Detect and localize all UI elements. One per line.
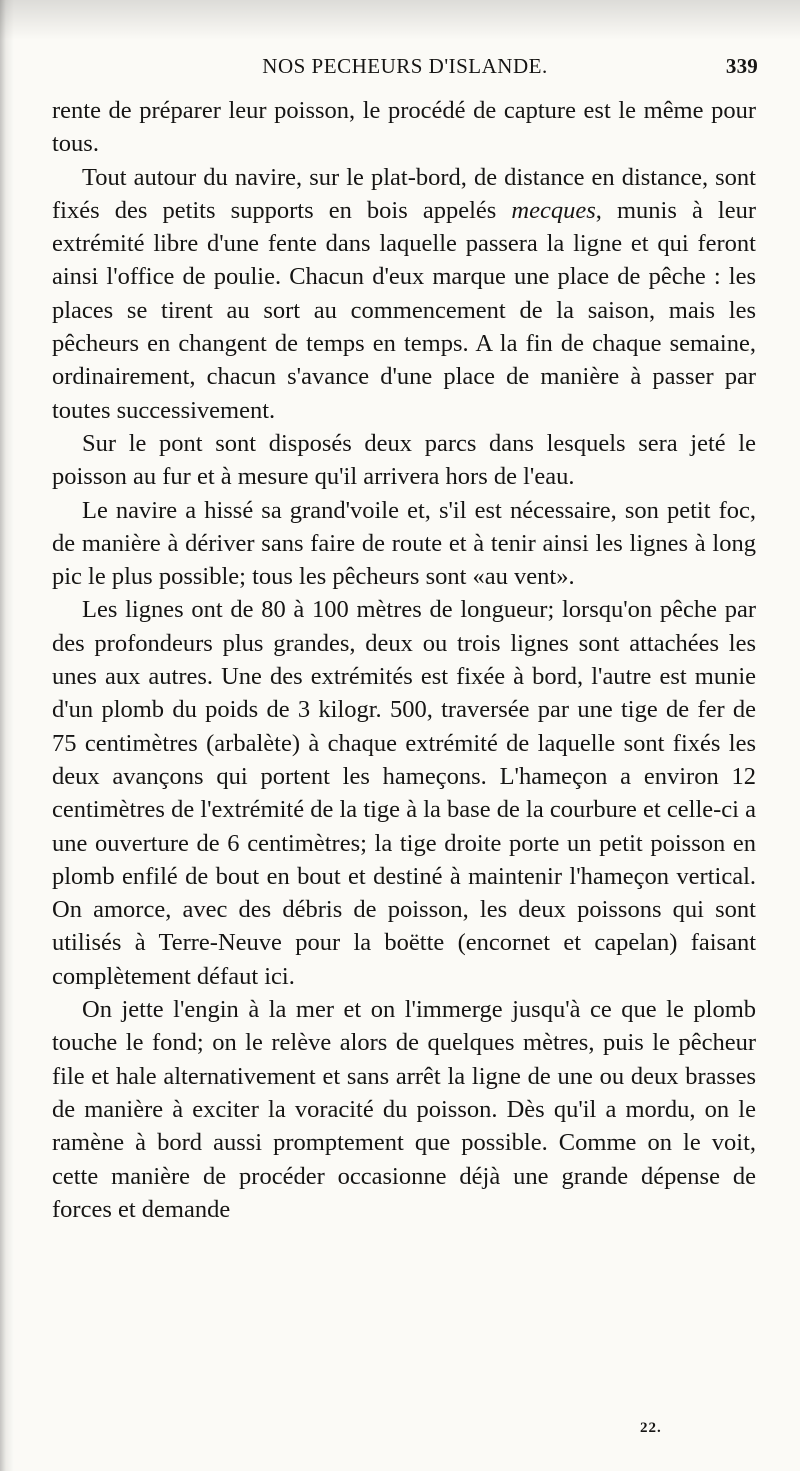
- paragraph-engin: On jette l'engin à la mer et on l'immerge jusqu'à ce que le plomb touche le fond; on le relève alors de quelques mètres, puis le pêcheur file et hale alternativement et sans arrêt la ligne de une ou deux brasses de manière à exciter la voracité du poisson. Dès qu'il a mordu, on le ramène à bord aussi promptement que possible. Comme on le voit, cette manière de procéder occasionne déjà une grande dépense de forces et demande: [52, 996, 756, 1223]
- italic-term: mecques: [511, 196, 596, 224]
- running-head: [52, 54, 758, 84]
- paragraph-continuation: rente de préparer leur poisson, le procédé de capture est le même pour tous.: [52, 97, 756, 158]
- body-text: [52, 94, 756, 1226]
- paragraph-lignes: Les lignes ont de 80 à 100 mètres de longueur; lorsqu'on pêche par des profondeurs plus grandes, deux ou trois lignes sont attachées les unes aux autres. Une des extrémités est fixée à bord, l'autre est munie d'un plomb du poids de 3 kilogr. 500, traversée par une tige de fer de 75 centimètres (arbalète) à chaque extrémité de laquelle sont fixés les deux avançons qui portent les hameçons. L'hameçon a environ 12 centimètres de l'extrémité de la tige à la base de la courbure et celle-ci a une ouverture de 6 centimètres; la tige droite porte un petit poisson en plomb enfilé de bout en bout et destiné à maintenir l'hameçon vertical. On amorce, avec des débris de poisson, les deux poissons qui sont utilisés à Terre-Neuve pour la boëtte (encornet et capelan) faisant complètement défaut ici.: [52, 596, 756, 990]
- running-title: NOS PECHEURS D'ISLANDE.: [262, 54, 548, 78]
- signature-mark: 22.: [640, 1420, 662, 1436]
- page-number: 339: [725, 54, 758, 78]
- paragraph-mecques: Tout autour du navire, sur le plat-bord, de distance en distance, sont fixés des petits supports en bois appelés mecques, munis à leur extrémité libre d'une fente dans laquelle passera la ligne et qui feront ainsi l'office de poulie. Chacun d'eux marque une place de pêche : les places se tirent au sort au commencement de la saison, mais les pêcheurs en changent de temps en temps. A la fin de chaque semaine, ordinairement, chacun s'avance d'une place de manière à passer par toutes successivement.: [52, 163, 756, 424]
- paragraph-navire: Le navire a hissé sa grand'voile et, s'il est nécessaire, son petit foc, de manière à dériver sans faire de route et à tenir ainsi les lignes à long pic le plus possible; tous les pêcheurs sont «au vent».: [52, 496, 756, 591]
- paragraph-parcs: Sur le pont sont disposés deux parcs dans lesquels sera jeté le poisson au fur et à mesure qu'il arrivera hors de l'eau.: [52, 429, 756, 491]
